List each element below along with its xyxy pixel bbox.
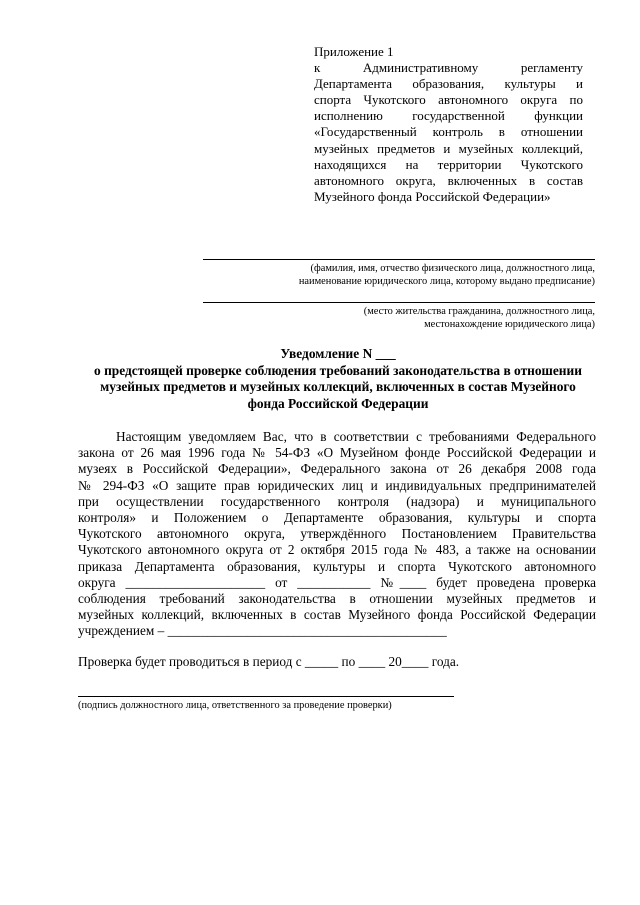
notice-body xyxy=(78,429,596,640)
caption-line: (фамилия, имя, отчество физического лица, должностного лица, xyxy=(310,263,595,274)
caption-line: наименование юридического лица, которому выдано предписание) xyxy=(298,276,595,287)
appendix-line: Музейного фонда Российской Федерации» xyxy=(314,188,551,204)
body-line: Настоящим уведомляем Вас, что в соответствии с требованиями Федерального xyxy=(116,429,596,444)
recipient-name-line xyxy=(203,259,595,260)
caption-line: (место жительства гражданина, должностного лица, xyxy=(363,306,595,317)
inspection-period: Проверка будет проводиться в период с _____ по ____ 20____ года. xyxy=(78,654,460,669)
body-line: музеях в Российской Федерации», Федерального закона от 26 декабря 2008 года xyxy=(78,461,596,477)
body-line: закона от 26 мая 1996 года № 54-ФЗ «О Музейном фонде Российской Федерации и xyxy=(78,445,596,461)
body-line: № 294-ФЗ «О защите прав юридических лиц и индивидуальных предпринимателей xyxy=(78,477,596,493)
appendix-line: Департамента образования, культуры и xyxy=(314,76,583,92)
appendix-line: автономного округа, включенных в состав xyxy=(314,172,583,188)
body-line: соблюдения требований законодательства в отношении музейных предметов и xyxy=(78,591,596,607)
appendix-line: «Государственный контроль в отношении xyxy=(314,124,583,140)
recipient-address-line xyxy=(203,302,595,303)
appendix-line: находящихся на территории Чукотского xyxy=(314,156,583,172)
appendix-line: Приложение 1 xyxy=(314,44,394,59)
body-line: Чукотского автономного округа, утверждённого Постановлением Правительства xyxy=(78,526,596,542)
appendix-block xyxy=(314,44,583,205)
signature-caption: (подпись должностного лица, ответственного за проведение проверки) xyxy=(78,700,392,711)
body-line: Чукотского автономного округа от 2 октября 2015 года № 483, а также на основании xyxy=(78,542,596,558)
body-line: при осуществлении государственного контроля (надзора) и муниципального xyxy=(78,493,596,509)
appendix-line: музейных предметов и музейных коллекций, xyxy=(314,140,583,156)
title-line: музейных предметов и музейных коллекций, включенных в состав Музейного xyxy=(100,379,576,395)
body-line: учреждением – __________________________________________ xyxy=(78,623,447,639)
body-line: приказа Департамента образования, культуры и спорта Чукотского автономного xyxy=(78,558,596,574)
recipient-address-caption xyxy=(203,305,595,331)
appendix-line: исполнению государственной функции xyxy=(314,108,583,124)
body-line: контроля» и Положением о Департаменте образования, культуры и спорта xyxy=(78,510,596,526)
caption-line: местонахождение юридического лица) xyxy=(424,319,595,330)
body-line: музейных коллекций, включенных в состав Музейного фонда Российской Федерации xyxy=(78,607,596,623)
appendix-line: спорта Чукотского автономного округа по xyxy=(314,92,583,108)
appendix-line: к Административному регламенту xyxy=(314,60,583,76)
title-line: Уведомление N ___ xyxy=(280,346,396,361)
signature-line xyxy=(78,696,454,697)
title-line: о предстоящей проверке соблюдения требований законодательства в отношении xyxy=(94,362,582,378)
recipient-name-caption xyxy=(203,262,595,288)
notice-title xyxy=(78,346,598,413)
body-line: округа _____________________ от ___________ №____ будет проведена проверка xyxy=(78,574,596,590)
title-line: фонда Российской Федерации xyxy=(247,396,429,412)
